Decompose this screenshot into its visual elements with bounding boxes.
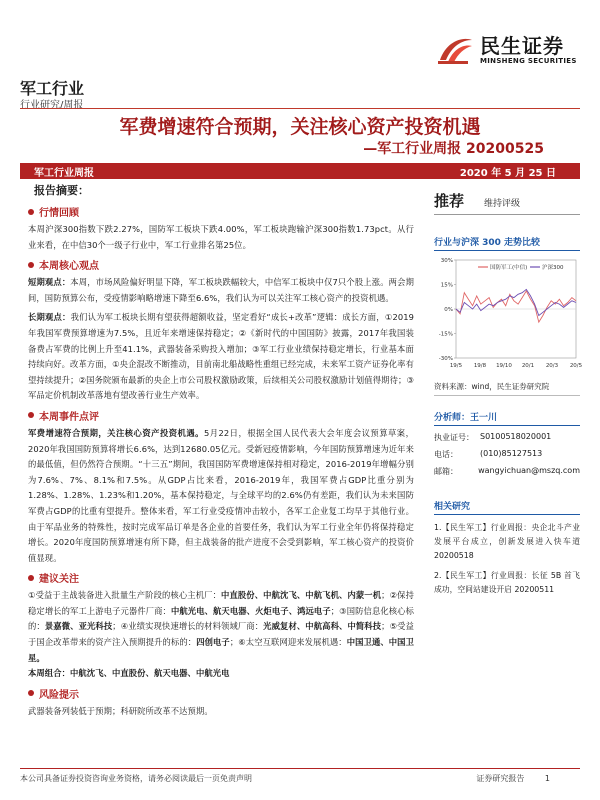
rating-value: 维持评级	[484, 199, 521, 209]
report-bar	[20, 163, 580, 179]
section-advice	[28, 570, 414, 585]
advice-stocks: 中国卫通、中国卫星。	[28, 637, 414, 663]
short-text: 本周，市场风险偏好明显下降，军工板块跌幅较大，中信军工板块中仅7只个股上涨。两会期间，国防预算公布，受疫情影响略增速下降至6.6%，我们认为可以关注军工核心资产的投资机遇。	[28, 277, 414, 303]
industry-label: 军工行业	[20, 79, 85, 98]
logo-text-cn: 民生证券	[480, 34, 564, 58]
events-label: 军费增速符合预期，关注核心资产投资机遇。	[28, 427, 204, 438]
analyst-title: 分析师：王一川	[434, 410, 580, 426]
bullet-icon	[28, 262, 34, 268]
chart-source: 资料来源：wind，民生证券研究院	[434, 381, 580, 396]
section-advice-title: 建议关注	[39, 574, 79, 586]
market-text: 本周沪深300指数下跌2.27%，国防军工板块下跌4.00%，军工板块跑输沪深300指数1.73pct。从行业来看，在中信30个一级子行业中，军工行业排名第25位。	[28, 224, 414, 250]
rating-row	[434, 190, 580, 215]
summary-title: 报告摘要：	[34, 184, 89, 197]
advice-stocks: 光威复材、中航高科、中简科技	[263, 621, 382, 632]
short-label: 短期观点：	[28, 277, 71, 288]
advice-stocks: 中航光电、航天电器、火炬电子、鸿远电子	[170, 605, 331, 616]
advice-part: ；③国防信息化核心标的：	[28, 605, 414, 632]
risk-text: 武器装备列装低于预期；科研院所改革不达预期。	[28, 705, 213, 716]
x-tick-label: 19/10	[496, 363, 512, 369]
report-subtitle: —军工行业周报 20200525	[363, 141, 544, 157]
x-tick-label: 20/1	[521, 363, 535, 369]
cert-row	[434, 432, 580, 443]
advice-part: ①受益于主战装备进入批量生产阶段的核心主机厂：	[28, 590, 222, 601]
related-item[interactable]: 1.【民生军工】行业周报：央企北斗产业发展平台成立，创新发展进入快车道 20200518	[434, 523, 580, 560]
events-body: 5月22日，根据全国人民代表大会年度会议预算草案，2020年我国国防预算将增长6.6%，达到12680.05亿元。受新冠疫情影响，今年国防预算增速为近年来的最低值，但仍然符合预期。“十三五”期间，我国国防军费增速保持相对稳定，2016-2019年增幅分别为7.6%、7%、8.1%和7.5%。从GDP占比来看，2016-2019年，我国军费占GDP比重分别为1.28%、1.28%、1.23%和1.20%，基本保持稳定，与全球平均的2.6%仍有差距，我们认为未来国防军费占GDP的比重有望提升。整体来看，军工行业受疫情冲击较小，各军工企业复工均早于其他行业。由于军品业务的特殊性，按时完成军品订单是各企业的首要任务，我们认为军工行业全年仍将保持稳定增长。2020年度国防预算增速有所下降，但主战装备的批产进度不会受到影响，军工核心资产的投资价值显现。	[28, 427, 414, 563]
bar-label: 军工行业周报	[34, 167, 94, 179]
x-tick-label: 20/5	[569, 363, 583, 369]
section-events	[28, 408, 414, 423]
legend-label: 沪深300	[542, 265, 564, 271]
main-column	[28, 182, 414, 719]
section-view-title: 本周核心观点	[39, 261, 99, 273]
advice-stocks: 四创电子	[196, 637, 230, 648]
email-value[interactable]: wangyichuan@mszq.com	[478, 466, 580, 475]
sidebar	[434, 190, 583, 597]
y-tick-label: -15%	[438, 331, 453, 338]
section-events-title: 本周事件点评	[39, 411, 99, 423]
events-text	[28, 426, 414, 566]
bullet-icon	[28, 690, 34, 696]
section-market	[28, 204, 414, 219]
email-label: 邮箱：	[434, 467, 458, 476]
phone-label: 电话：	[434, 450, 458, 459]
section-risk	[28, 686, 414, 701]
x-tick-label: 19/8	[473, 363, 487, 369]
report-type: 行业研究/周报	[20, 100, 84, 111]
footer-disclaimer: 本公司具备证券投资咨询业务资格，请务必阅读最后一页免责声明	[20, 774, 252, 783]
section-view	[28, 257, 414, 272]
footer-label: 证券研究报告	[476, 774, 525, 783]
advice-stocks: 景嘉微、亚光科技	[44, 621, 113, 632]
email-row	[434, 466, 580, 477]
portfolio-value: 中航沈飞、中直股份、航天电器、中航光电	[70, 668, 230, 679]
long-text: 我们认为军工板块长期有望获得超额收益，坚定看好“成长+改革”逻辑：成长方面，①2019年我国军费预算增速为7.5%，且近年来增速保持稳定；②《新时代的中国国防》披露，2017年我国装备费占军费的比例上升至41.1%，武器装备采购投入增加；③军工行业业绩保持稳定增长，行业基本面持续向好。改革方面，①央企混改不断推动，目前南北船战略性重组已经完成，未来军工资产证券化率有望持续提升；②国务院颁布最新的央企上市公司股权激励政策，后续相关公司股权激励计划值得期待；③军品定价机制改革落地有望改善行业生产效率。	[28, 312, 414, 401]
advice-text	[28, 588, 414, 666]
rating-title: 推荐	[434, 192, 465, 210]
legend-label: 国防军工(中信)	[490, 265, 528, 271]
y-tick-label: 15%	[440, 282, 453, 289]
x-tick-label: 20/3	[545, 363, 559, 369]
cert-value: S0100518020001	[480, 432, 552, 441]
report-date: 2020 年 5 月 25 日	[459, 167, 556, 179]
page-footer	[20, 768, 580, 784]
header-rule	[20, 108, 580, 109]
y-tick-label: 0%	[444, 307, 453, 313]
logo-mark-icon	[436, 34, 474, 66]
advice-part: ；⑥太空互联网迎来发展机遇：	[229, 637, 347, 648]
advice-stocks: 中直股份、中航沈飞、中航飞机、内蒙一机	[221, 590, 382, 601]
long-view	[28, 310, 414, 404]
x-tick-label: 19/5	[449, 363, 463, 369]
footer-right	[458, 773, 550, 784]
portfolio-label: 本周组合：	[28, 668, 70, 679]
y-tick-label: 30%	[440, 258, 453, 264]
portfolio	[28, 666, 414, 682]
advice-part: ；④业绩实现快速增长的材料领域厂商：	[112, 621, 264, 632]
company-logo	[436, 34, 577, 66]
bullet-icon	[28, 209, 34, 215]
y-tick-label: -30%	[438, 356, 453, 362]
phone-row	[434, 449, 580, 460]
bullet-icon	[28, 575, 34, 581]
advice-part: ；②保持稳定增长的军工上游电子元器件厂商：	[28, 590, 414, 616]
report-title: 军费增速符合预期，关注核心资产投资机遇	[119, 116, 481, 138]
cert-label: 执业证号：	[434, 433, 474, 442]
section-market-title: 行情回顾	[39, 208, 79, 219]
related-title: 相关研究	[434, 499, 580, 515]
phone-value: (010)85127513	[480, 449, 543, 458]
long-label: 长期观点：	[28, 312, 71, 323]
trend-chart	[434, 254, 583, 378]
page-number: 1	[544, 774, 550, 783]
short-view	[28, 275, 414, 306]
advice-part: ；⑤受益于国企改革带来的资产注入预期提升的标的：	[28, 621, 414, 648]
section-risk-title: 风险提示	[39, 689, 79, 701]
bullet-icon	[28, 412, 34, 418]
related-item[interactable]: 2.【民生军工】行业周报：长征 5B 首飞成功，空间站建设开启 20200511	[434, 571, 580, 594]
logo-text-en: MINSHENG SECURITIES	[480, 57, 577, 65]
chart-title: 行业与沪深 300 走势比较	[434, 235, 580, 251]
